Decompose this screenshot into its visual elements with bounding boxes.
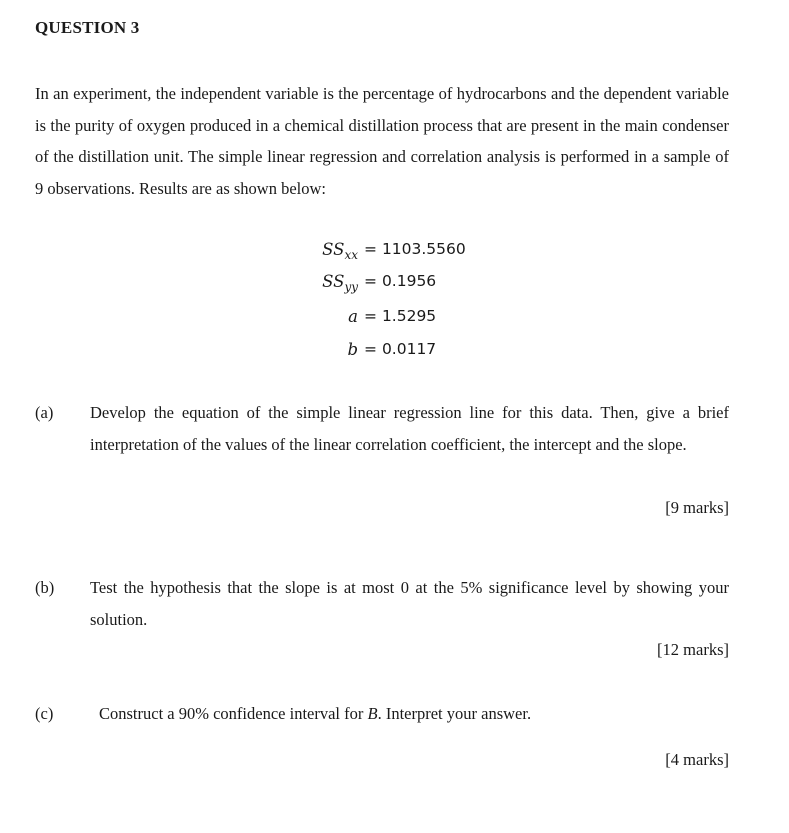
equation-ssyy-value: = 0.1956: [364, 272, 437, 290]
part-c-text: Construct a 90% confidence interval for B. Interpret your answer.: [99, 704, 532, 723]
part-a-text: Develop the equation of the simple linear regression line for this data. Then, give a brief interpretation of the values of the linear correlation coefficient, the intercept and the slope.: [90, 403, 729, 454]
question-heading: QUESTION 3: [35, 18, 140, 37]
equation-ssxx-value: = 1103.5560: [364, 240, 466, 258]
equation-ssxx-symbol: $SS_{xx}$: [322, 240, 358, 262]
equation-a-symbol: a: [348, 307, 358, 326]
equation-a-value: = 1.5295: [364, 307, 437, 325]
part-b-text: Test the hypothesis that the slope is at most 0 at the 5% significance level by showing your solution.: [90, 578, 729, 629]
part-a-marks: [9 marks]: [665, 498, 729, 517]
equation-b-symbol: b: [347, 340, 358, 359]
part-c-label: (c): [35, 704, 54, 723]
part-b-marks: [12 marks]: [657, 640, 729, 659]
question-intro: In an experiment, the independent variable is the percentage of hydrocarbons and the dependent variable is the purity of oxygen produced in a chemical distillation process that are present in the main condenser of the distillation unit. The simple linear regression and correlation analysis is performed in a sample of 9 observations. Results are as shown below:: [35, 84, 729, 198]
equation-ssyy-symbol: $SS_{yy}$: [322, 272, 358, 294]
parameter-b-symbol: B: [367, 704, 378, 723]
part-c-marks: [4 marks]: [665, 750, 729, 769]
part-a-label: (a): [35, 403, 54, 422]
equation-b-value: = 0.0117: [364, 340, 437, 358]
part-b-label: (b): [35, 578, 55, 597]
